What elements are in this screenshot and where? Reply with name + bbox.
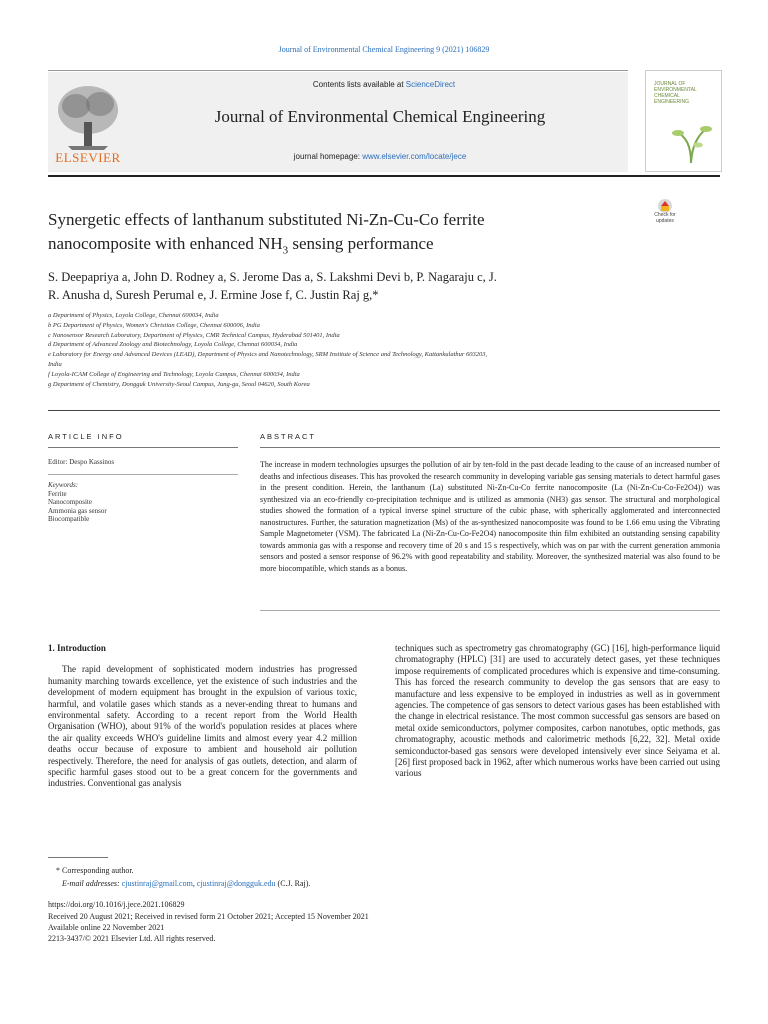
sciencedirect-link[interactable]: ScienceDirect (405, 80, 456, 89)
keywords-block (48, 481, 107, 524)
keyword: Ammonia gas sensor (48, 506, 107, 515)
title-line-2-pre: nanocomposite with enhanced NH (48, 234, 283, 253)
affiliation: e Laboratory for Energy and Advanced Devices (LEAD), Department of Physics and Nanotechnology, SRM Institute of Science and Technology, Kattankulathur 603203, (48, 351, 488, 359)
article-info-heading: ARTICLE INFO (48, 432, 124, 441)
title-line-1: Synergetic effects of lanthanum substituted Ni-Zn-Cu-Co ferrite (48, 210, 485, 229)
keyword: Biocompatible (48, 515, 90, 523)
title-subscript: 3 (282, 244, 289, 257)
authors-line-1: S. Deepapriya a, John D. Rodney a, S. Jerome Das a, S. Lakshmi Devi b, P. Nagaraju c, J. (48, 270, 497, 284)
author-list (48, 268, 648, 304)
article-title (48, 208, 628, 262)
email-separator: , (192, 879, 197, 888)
title-line-2-post: sensing performance (288, 234, 434, 253)
keyword: Nanocomposite (48, 498, 92, 506)
title-line-2 (48, 232, 628, 262)
received-dates: Received 20 August 2021; Received in revised form 21 October 2021; Accepted 15 November 2021 (48, 912, 369, 921)
journal-title: Journal of Environmental Chemical Engineering (214, 107, 546, 126)
cover-line: CHEMICAL (654, 93, 680, 99)
intro-paragraph: The rapid development of sophisticated modern industries has progressed humanity marching towards excellence, yet the existence of such industries and the development of modern equipment has brought in the expulsion of various toxic, harmful, and volatile gases which stands as a never-ending threat to humans and environmental safety. According to a recent report from the World Health Organisation (WHO), about 91% of the world's population resides at places where the air quality exceeds WHO's guideline limits and almost every year 4.2 million deaths occur because of exposure to ambient and household air pollution respectively. Therefore, the need for analysis of gas outlets, detection, and alarm of specific harmful gases stood out to be a great concern for the governments and industries. Conventional gas analysis (48, 664, 357, 789)
affiliation: a Department of Physics, Loyola College, Chennai 600034, India (48, 312, 219, 319)
cover-line: ENVIRONMENTAL (654, 87, 697, 93)
abstract-bottom-rule (260, 610, 720, 611)
affiliation: f Loyola-ICAM College of Engineering and Technology, Loyola Campus, Chennai 600034, India (48, 370, 300, 378)
keyword: Ferrite (48, 489, 67, 498)
authors-line-2: R. Anusha d, Suresh Perumal e, J. Ermine Jose f, C. Justin Raj g,* (48, 288, 379, 302)
intro-paragraph-continued: techniques such as spectrometry gas chromatography (GC) [16], high-performance liquid chromatography (HPLC) [31] are used to accurately detect gases, yet these techniques impose requirements of complicated procedures which is expensive and time-consuming. This has forced the research community to develop the gas sensors that are easy to manufacture and less expensive to be employed in industries as well as in government agencies. The competence of gas sensors to detect various gases has been established with the change in electrical resistance. The most common successful gas sensors are based on metal oxide semiconductors, polymer composites, carbon nanotubes, optic methods, gas chromatography, acoustic methods and calorimetric methods [6,22, 32]. Metal oxide semiconductor-based gas sensors were developed intensively ever since Seiyama et al. [26] first proposed back in 1962, after which numerous works have been carried out using various (395, 643, 720, 779)
journal-reference[interactable]: Journal of Environmental Chemical Engineering 9 (2021) 106829 (278, 45, 490, 54)
affiliation: b PG Department of Physics, Women's Christian College, Chennai 600006, India (48, 321, 260, 329)
abstract-text: The increase in modern technologies upsurges the pollution of air by ten-fold in the past decade leading to the cause of an increased number of deaths and infectious diseases. This has provoked the research community in developing variable gas sensing materials to detect harmful gases in the present condition. Herein, the lanthanum (La) substituted Ni-Zn-Cu-Co ferrite nanocomposite (La (Ni-Zn-Cu-Co-Fe2O4)) was synthesized via an eco-friendly co-precipitation technique and is utilized as ammonia (NH3) gas sensor. The structural and morphological studies showed the formation of a typical inverse spinel structure of the cubic phase, with spherically agglomerated and interconnected nanostructures. Further, the saturation magnetization (Ms) of the as-synthesized nanocomposite was found to be 1.66 emu using the Vibrating Sample Magnetometer (VSM). The fabricated La (Ni-Zn-Cu-Co-Fe2O4) nanocomposite thin film exhibited an outstanding sensing capability towards ammonia gas with a response and recovery time of 20 s and 15 s respectively, which was on par with the current generation ammonia sensors and posted a sensor response of 96.2% with good repeatability and stability. Moreover, the synthesized material was also found to be more biocompatible, which stands as a bonus. (260, 460, 720, 573)
info-rule (48, 447, 238, 448)
publisher-name: ELSEVIER (55, 150, 121, 165)
journal-cover-thumbnail[interactable] (645, 70, 722, 172)
contents-prefix: Contents lists available at (312, 80, 406, 89)
affiliations (48, 311, 688, 389)
header-bottom-rule (48, 175, 720, 177)
intro-heading: 1. Introduction (48, 643, 106, 653)
copyright-line: 2213-3437/© 2021 Elsevier Ltd. All rights reserved. (48, 934, 216, 943)
abstract-rule (260, 447, 720, 448)
affiliation: g Department of Chemistry, Dongguk University-Seoul Campus, Jung-gu, Seoul 04620, South Korea (48, 380, 310, 388)
affiliation: India (48, 360, 62, 368)
email-link[interactable]: cjustinraj@dongguk.edu (196, 879, 276, 888)
affiliation: d Department of Advanced Zoology and Biotechnology, Loyola College, Chennai 600034, India (48, 341, 298, 349)
corresponding-author-note: * Corresponding author. (56, 866, 134, 875)
abstract-heading: ABSTRACT (260, 432, 317, 441)
email-line (62, 879, 462, 889)
email-suffix: (C.J. Raj). (275, 879, 311, 888)
homepage-line (130, 152, 630, 161)
intro-right-column (395, 643, 720, 780)
check-for-updates-label[interactable]: Check for updates (654, 212, 676, 224)
info-rule (48, 474, 238, 475)
email-link[interactable]: cjustinraj@gmail.com (121, 879, 193, 888)
section-divider (48, 410, 720, 411)
email-label: E-mail addresses: (62, 879, 122, 888)
cover-line: JOURNAL OF (654, 81, 686, 87)
intro-left-column (48, 643, 357, 790)
homepage-prefix: journal homepage: (293, 152, 363, 161)
homepage-link[interactable]: www.elsevier.com/locate/jece (362, 152, 467, 161)
cover-plant-icon (666, 115, 716, 165)
editor-line: Editor: Despo Kassinos (48, 458, 115, 466)
affiliation: c Nanosensor Research Laboratory, Department of Physics, CMR Technical Campus, Hyderabad 501401, India (48, 331, 340, 339)
cover-title (654, 81, 697, 105)
keywords-label: Keywords: (48, 481, 79, 489)
header-top-rule (48, 70, 628, 71)
available-online-date: Available online 22 November 2021 (48, 923, 165, 932)
footnote-rule (48, 857, 108, 858)
doi-link[interactable]: https://doi.org/10.1016/j.jece.2021.106829 (48, 900, 185, 909)
cover-line: ENGINEERING (654, 99, 690, 105)
